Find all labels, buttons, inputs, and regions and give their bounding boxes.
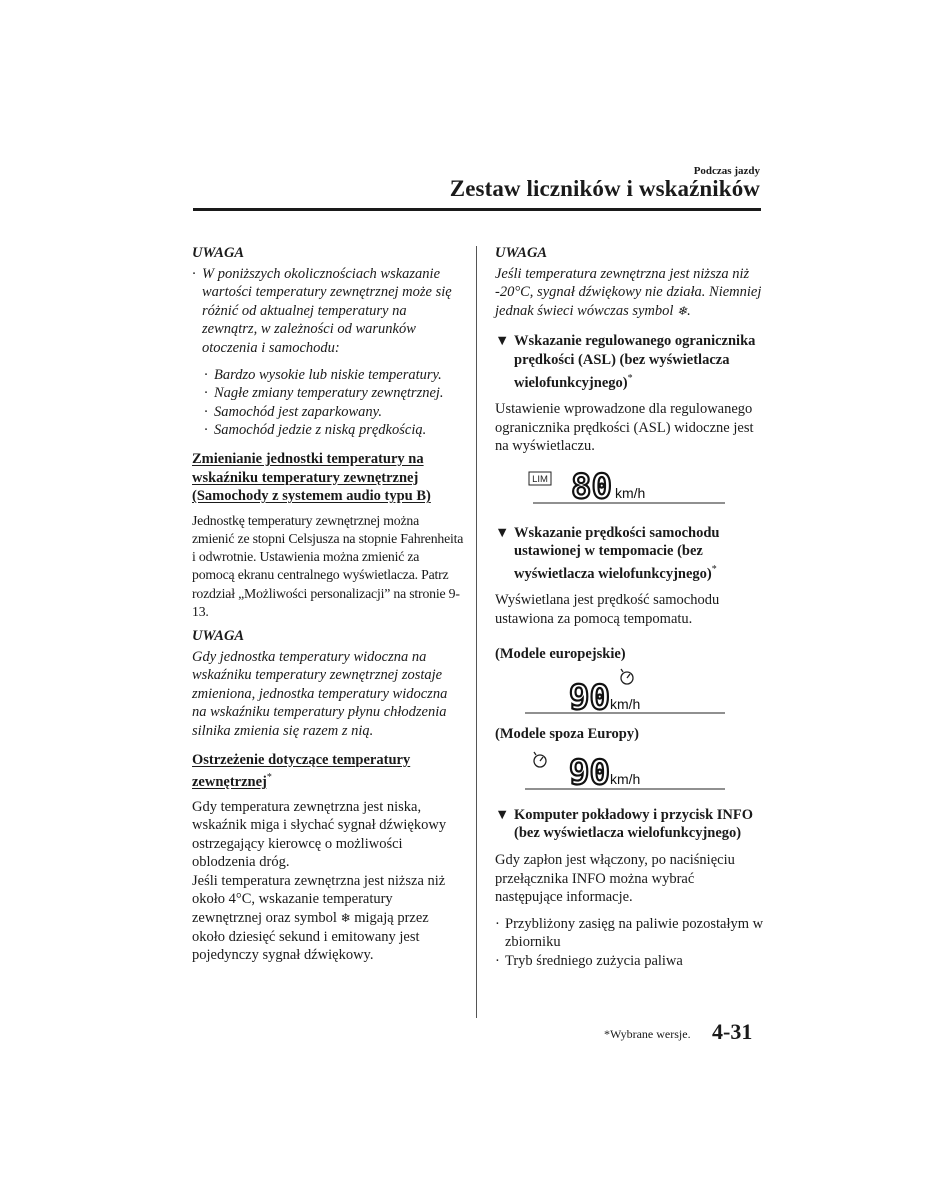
note-body: Gdy jednostka temperatury widoczna na wskaźniku temperatury zewnętrznej zostaje zmieniona, jednostka temperatury widoczna na wskaźniku temperatury płynu chłodzenia silnika zmienia się razem z nią. xyxy=(192,648,448,739)
warning-text: Gdy temperatura zewnętrzna jest niska, wskaźnik miga i słychać sygnał dźwiękowy ostrzegający kierowcę o możliwości oblodzenia dróg. xyxy=(192,798,447,871)
section-heading-line: zewnętrznej xyxy=(192,773,267,790)
triangle-icon: ▼ xyxy=(495,333,510,350)
computer-list-item: · Przybliżony zasięg na paliwie pozostałym w zbiorniku xyxy=(495,915,765,952)
note-sub-item: · Bardzo wysokie lub niskie temperatury. xyxy=(204,366,464,385)
computer-list-item: · Tryb średniego zużycia paliwa xyxy=(495,952,765,971)
cruise-heading-text: Wskazanie prędkości samochodu ustawionej w tempomacie (bez wyświetlacza wielofunkcyjnego) xyxy=(514,524,720,582)
note-heading: UWAGA xyxy=(192,627,245,644)
column-divider xyxy=(476,246,477,1018)
warning-text: migają przez około dziesięć sekund i emitowany jest pojedynczy sygnał dźwiękowy. xyxy=(192,910,429,964)
page-number: 4-31 xyxy=(712,1019,753,1044)
snowflake-icon: ❄ xyxy=(677,303,688,318)
right-column xyxy=(495,244,765,971)
note-bullet: · W poniższych okolicznościach wskazanie wartości temperatury zewnętrznej może się różnić od aktualnej temperatury na zewnątrz, w zależności od warunków otoczenia i samochodu: xyxy=(192,265,464,358)
header-rule xyxy=(193,208,761,211)
cruise-icon xyxy=(534,752,546,767)
computer-heading xyxy=(495,806,765,843)
section-body: Jednostkę temperatury zewnętrznej można zmienić ze stopni Celsjusza na stopnie Fahrenheita i odwrotnie. Ustawienia można zmienić za pomocą ekranu centralnego wyświetlacza. Patrz rozdział „Możliwości personalizacji” na stronie 9-13. xyxy=(192,512,464,619)
section-heading-warning xyxy=(192,751,464,792)
page-title: Zestaw liczników i wskaźników xyxy=(449,176,760,201)
section-label: Podczas jazdy xyxy=(693,165,760,177)
asl-heading xyxy=(495,332,765,392)
asl-display-graphic xyxy=(495,470,727,514)
section-heading-line: wskaźniku temperatury zewnętrznej xyxy=(192,469,419,486)
cruise-heading xyxy=(495,524,765,584)
note-sub-list xyxy=(204,366,464,440)
speed-unit: km/h xyxy=(610,770,641,787)
lim-badge: LIM xyxy=(532,473,548,485)
asterisk-mark: * xyxy=(711,563,717,575)
computer-heading-text: Komputer pokładowy i przycisk INFO (bez wyświetlacza wielofunkcyjnego) xyxy=(514,806,754,842)
section-heading-unit xyxy=(192,450,464,506)
cruise-icon xyxy=(621,669,633,684)
speed-digits: 80 xyxy=(571,469,612,507)
note-sub-item: · Samochód jedzie z niską prędkością. xyxy=(204,421,464,440)
note-sub-item: · Samochód jest zaparkowany. xyxy=(204,403,464,422)
section-heading-line: (Samochody z systemem audio typu B) xyxy=(192,488,431,505)
section-heading-line: Zmienianie jednostki temperatury na xyxy=(192,450,424,467)
note-heading: UWAGA xyxy=(192,245,245,261)
note-sub-item: · Nagłe zmiany temperatury zewnętrznej. xyxy=(204,384,464,403)
speed-unit: km/h xyxy=(615,484,646,501)
asl-body: Ustawienie wprowadzone dla regulowanego ogranicznika prędkości (ASL) widoczne jest na wyświetlaczu. xyxy=(495,400,754,455)
section-heading-line: Ostrzeżenie dotyczące temperatury xyxy=(192,751,411,768)
note-heading: UWAGA xyxy=(495,245,548,261)
asterisk-mark: * xyxy=(266,772,272,784)
triangle-icon: ▼ xyxy=(495,806,510,823)
warning-body xyxy=(192,798,464,965)
eu-cruise-display xyxy=(495,665,765,717)
triangle-icon: ▼ xyxy=(495,524,510,541)
asl-heading-text: Wskazanie regulowanego ogranicznika prędkości (ASL) (bez wyświetlacza wielofunkcyjnego) xyxy=(514,333,756,391)
snowflake-icon: ❄ xyxy=(340,911,351,926)
non-eu-models-label: (Modele spoza Europy) xyxy=(495,726,639,743)
note-body xyxy=(495,265,765,321)
left-column xyxy=(192,244,464,965)
computer-body: Gdy zapłon jest włączony, po naciśnięciu przełącznika INFO można wybrać następujące informacje. xyxy=(495,851,735,906)
speed-digits: 90 xyxy=(569,752,610,793)
asterisk-mark: * xyxy=(627,372,633,384)
warning-text: Jeśli temperatura zewnętrzna jest niższa niż około 4°C, wskazanie temperatury zewnętrznej oraz symbol xyxy=(192,872,446,927)
asl-display xyxy=(495,470,765,514)
note-block xyxy=(192,265,464,440)
cruise-body: Wyświetlana jest prędkość samochodu ustawiona za pomocą tempomatu. xyxy=(495,592,720,627)
note-text: Jeśli temperatura zewnętrzna jest niższa niż -20°C, sygnał dźwiękowy nie działa. Niemniej jednak świeci wówczas symbol xyxy=(495,265,762,319)
eu-models-label: (Modele europejskie) xyxy=(495,645,626,662)
speed-unit: km/h xyxy=(610,696,641,713)
eu-display-graphic xyxy=(495,665,727,717)
note-end: . xyxy=(687,302,691,319)
footer-note: *Wybrane wersje. xyxy=(604,1027,691,1041)
non-eu-display-graphic xyxy=(495,746,727,794)
speed-digits: 90 xyxy=(569,678,610,718)
non-eu-cruise-display xyxy=(495,746,765,794)
